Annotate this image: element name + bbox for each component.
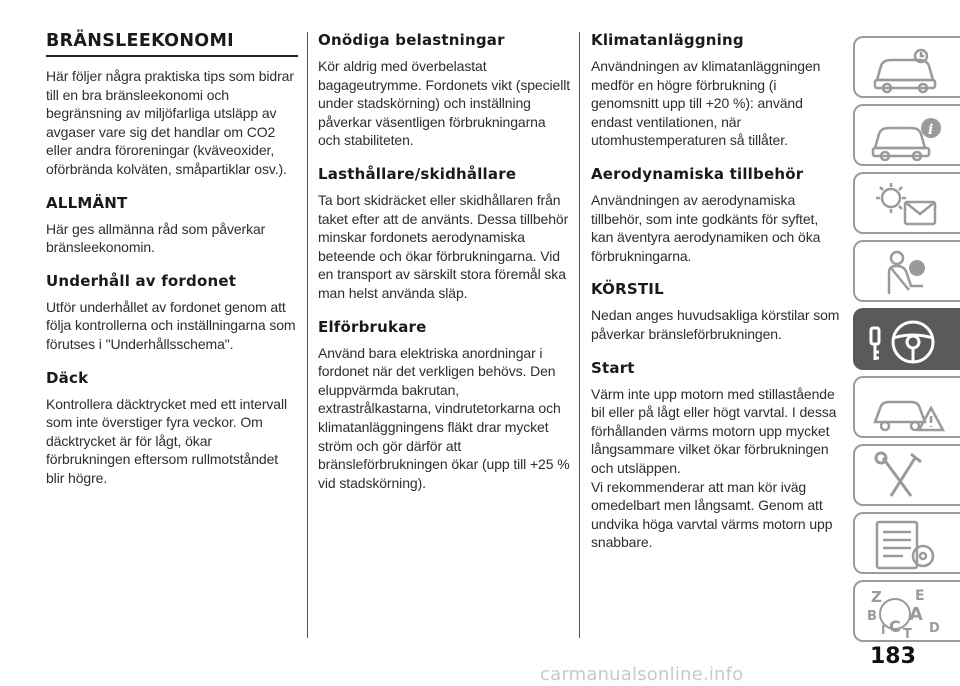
heading-allmant: ALLMÄNT: [46, 193, 128, 212]
technical-data-icon[interactable]: [853, 512, 960, 574]
heading-elforbrukare: Elförbrukare: [318, 317, 427, 336]
svg-text:T: T: [903, 627, 912, 640]
column-divider: [579, 32, 580, 638]
lasthallare-text: Ta bort skidräcket eller skidhållaren från taket efter att de använts. Dessa tillbehör minskar fordonets aerodynamiska beteende och ökar förbrukningarna. Vid en transport av särskilt stora föremål ska man helst använda släp.: [318, 191, 569, 301]
page-number: 183: [870, 644, 916, 669]
heading-start: Start: [591, 358, 635, 377]
heading-dack: Däck: [46, 368, 89, 387]
svg-text:I: I: [881, 623, 886, 637]
allmant-text: Här ges allmänna råd som påverkar bränsleekonomin.: [46, 220, 266, 256]
klimat-text: Användningen av klimatanläggningen medför en högre förbrukning (i genomsnitt upp till +20 %): använd endast ventilationen, när utomhustemperaturen så tillåter.: [591, 58, 821, 149]
onodiga-text: Kör aldrig med överbelastat bagageutrymme. Fordonets vikt (speciellt under stadskörning) och inställning påverkar väsentligen förbrukningarna och stabiliteten.: [318, 58, 570, 149]
steering-wheel-key-icon[interactable]: [853, 308, 960, 370]
svg-text:i: i: [928, 122, 934, 138]
maintenance-tools-icon[interactable]: [853, 444, 960, 506]
heading-onodiga: Onödiga belastningar: [318, 31, 505, 49]
aero-text: Användningen av aerodynamiska tillbehör, som inte godkänts för syftet, kan äventyra aerodynamiken och öka förbrukningarna.: [591, 191, 821, 264]
alphabetical-index-icon[interactable]: [853, 580, 960, 642]
korstil-text: Nedan anges huvudsakliga körstilar som påverkar bränsleförbrukningen.: [591, 307, 840, 342]
svg-text:Z: Z: [871, 588, 882, 606]
car-info-icon[interactable]: [853, 104, 960, 166]
svg-text:A: A: [909, 604, 923, 625]
heading-lasthallare: Lasthållare/skidhållare: [318, 164, 517, 183]
column-1: [46, 28, 298, 502]
intro-text: Här följer några praktiska tips som bidrar till en bra bränsleekonomi och begränsning av miljöfarliga utsläpp av avgaser vare sig det handlar om CO2 eller andra föroreningar (kväveoxider, oförbrända kolväten, småpartiklar osv.).: [46, 68, 294, 177]
breakdown-warning-icon[interactable]: [853, 376, 960, 438]
svg-text:C: C: [889, 617, 901, 636]
svg-text:B: B: [867, 609, 877, 624]
dack-text: Kontrollera däcktrycket med ett intervall som inte överstiger fyra veckor. Om däcktrycket är för lågt, ökar förbrukningen eftersom rullmotståndet blir högre.: [46, 395, 288, 486]
svg-text:E: E: [915, 588, 925, 604]
start-text-1: Värm inte upp motorn med stillastående bil eller på lågt eller högt varvtal. I dessa förhållanden värms motorn upp mycket långsammare vilket ökar förbrukningen och utsläppen.: [591, 385, 837, 476]
column-divider: [307, 32, 308, 638]
heading-underhall: Underhåll av fordonet: [46, 271, 237, 290]
watermark: carmanualsonline.info: [540, 664, 744, 685]
column-3: [591, 30, 843, 566]
heading-klimat: Klimatanläggning: [591, 31, 744, 49]
underhall-text: Utför underhållet av fordonet genom att följa kontrollerna och inställningarna som förutses i "Underhållsschema".: [46, 298, 296, 352]
column-2: [318, 30, 570, 506]
heading-korstil: KÖRSTIL: [591, 280, 664, 299]
elforbrukare-text: Använd bara elektriska anordningar i fordonet när det verkligen behövs. Den eluppvärmda bakrutan, extrastrålkastarna, vindrutetorkarna och klimatanläggningens fläkt drar mycket ström och gör därför att bränsleförbrukningen ökar (upp till +25 % vid stadskörning).: [318, 344, 570, 491]
page-title: BRÄNSLEEKONOMI: [46, 28, 298, 57]
svg-text:D: D: [929, 621, 940, 636]
warning-lights-icon[interactable]: [853, 172, 960, 234]
car-dashboard-icon[interactable]: [853, 36, 960, 98]
seatbelt-airbag-icon[interactable]: [853, 240, 960, 302]
heading-aero: Aerodynamiska tillbehör: [591, 164, 804, 183]
start-text-2: Vi rekommenderar att man kör iväg omedelbart men långsamt. Genom att undvika höga varvtal värms motorn upp snabbare.: [591, 478, 833, 551]
